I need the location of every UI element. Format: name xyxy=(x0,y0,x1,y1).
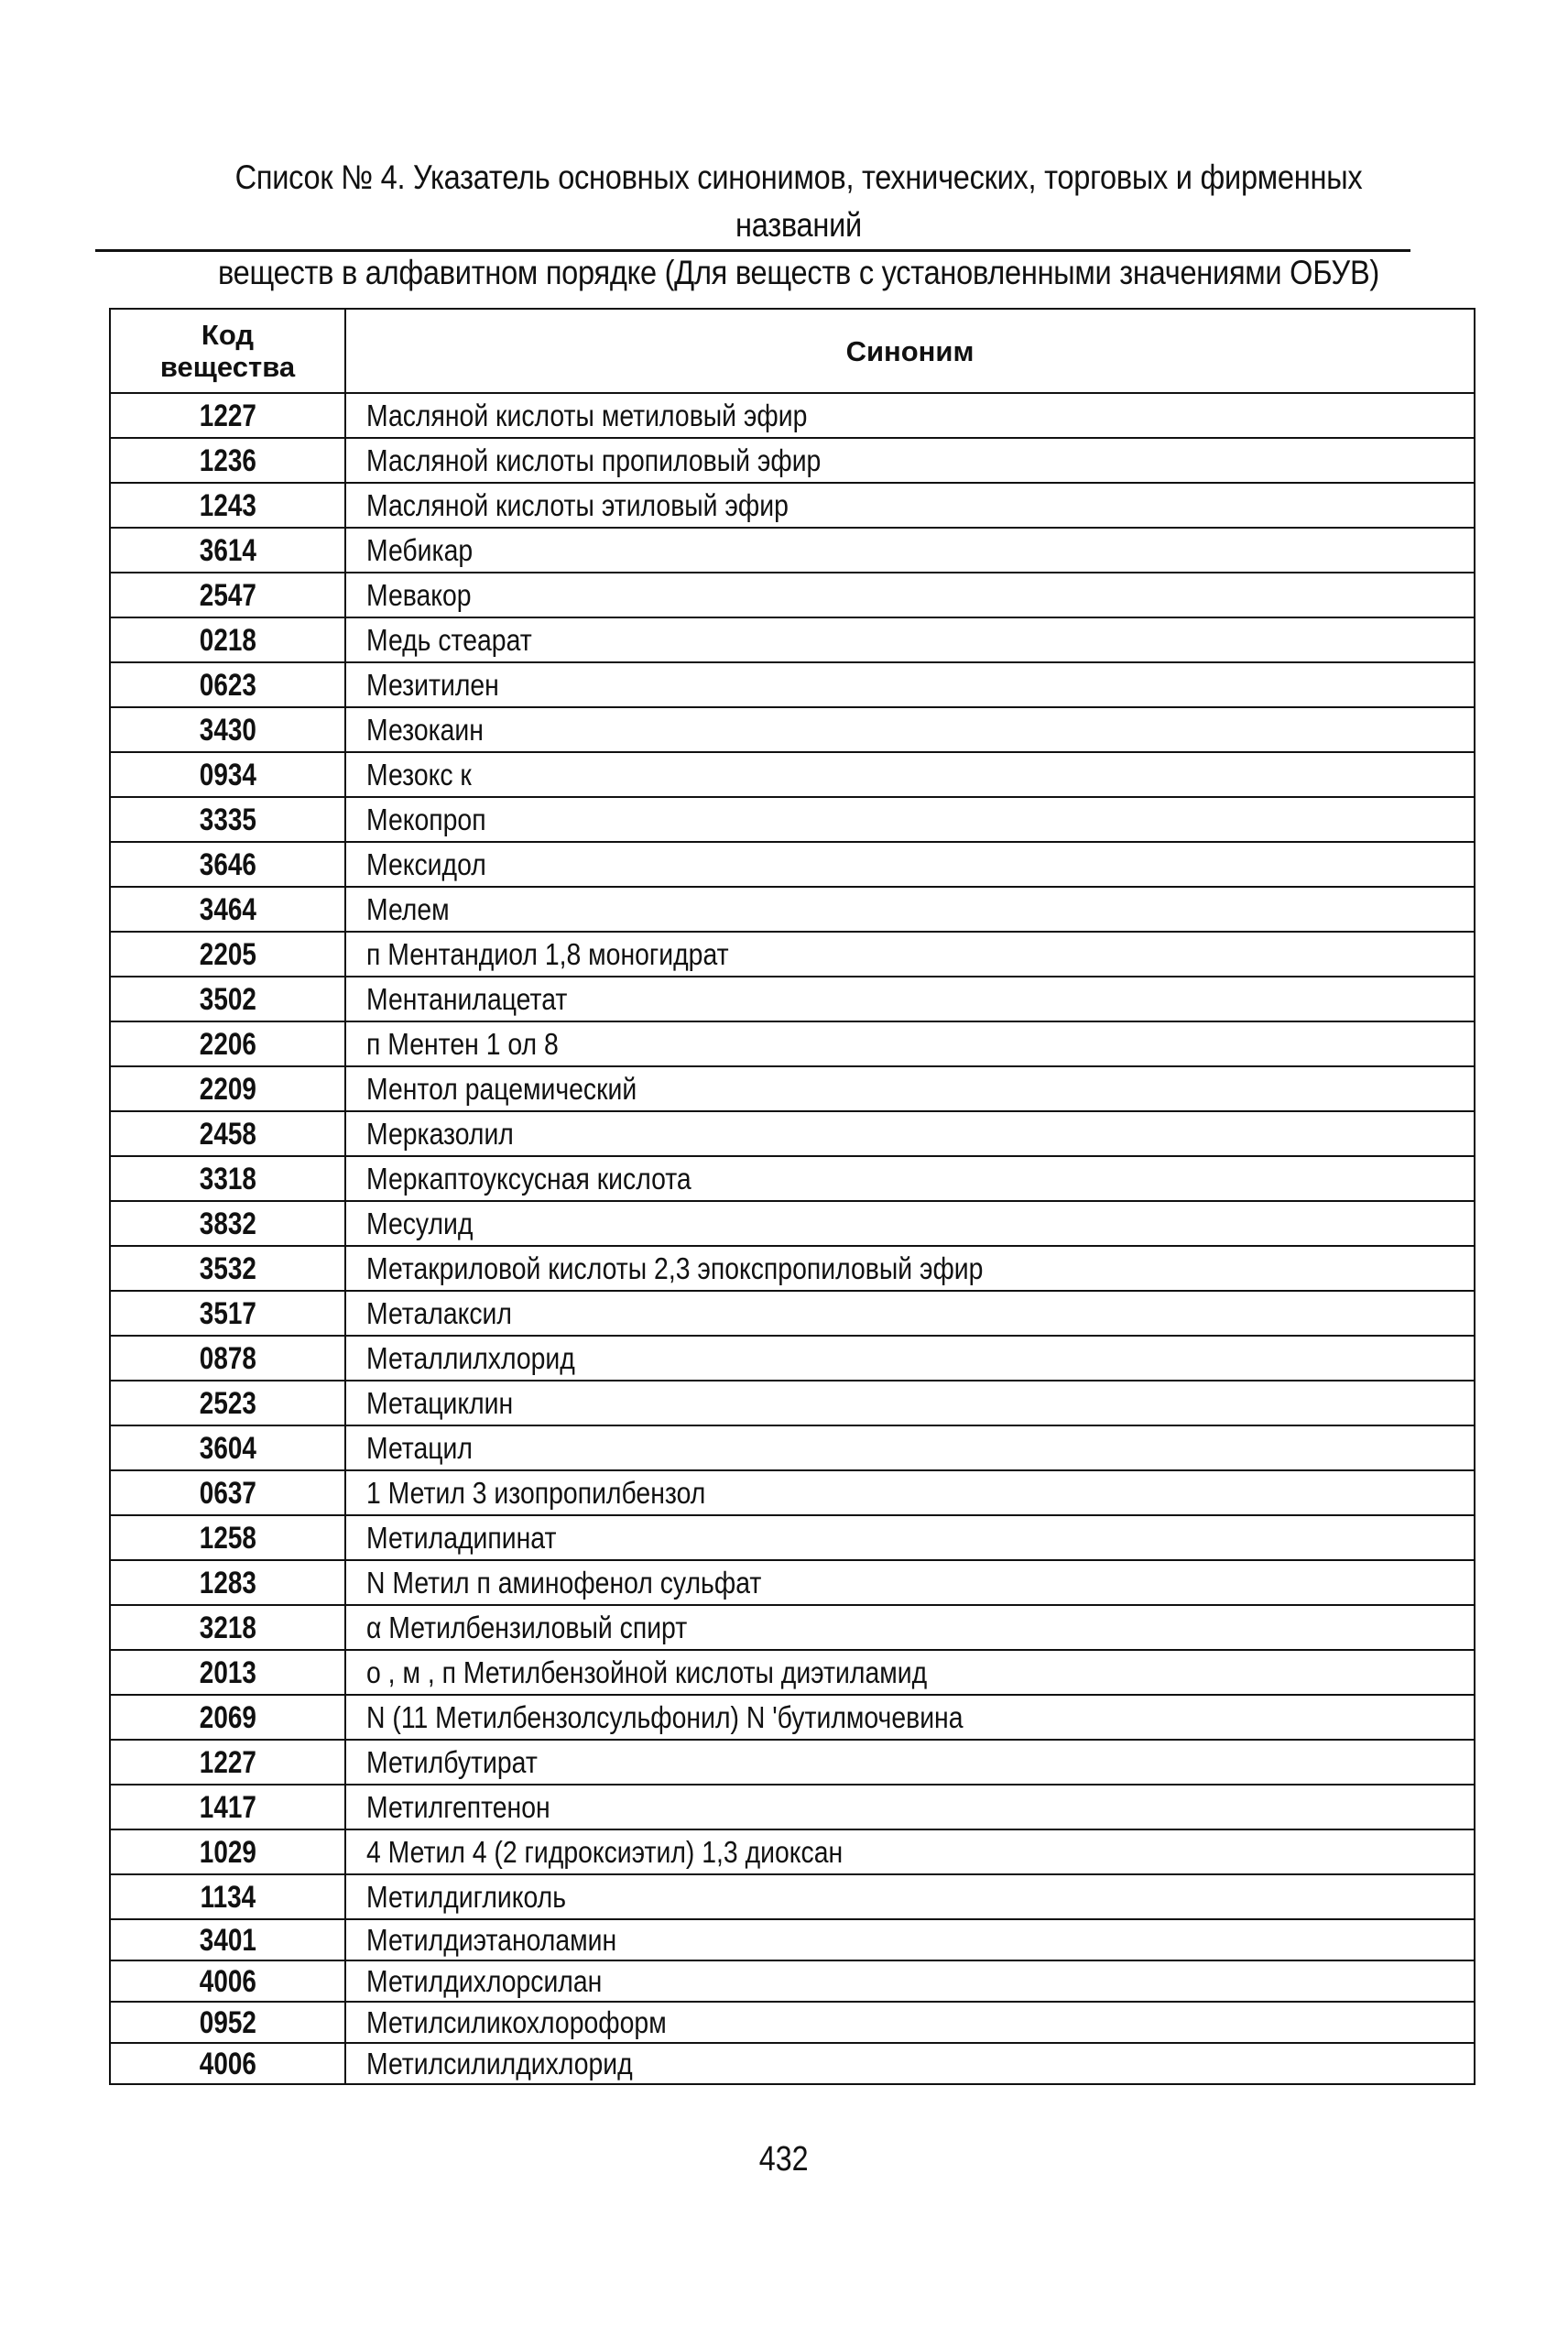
synonym-text: Метиладипинат xyxy=(366,1520,557,1555)
table-row xyxy=(110,1246,1475,1291)
table-row xyxy=(110,1291,1475,1336)
substance-code: 1417 xyxy=(199,1789,256,1825)
synonym-text: Масляной кислоты этиловый эфир xyxy=(366,487,789,522)
table-row xyxy=(110,2002,1475,2043)
table-row xyxy=(110,393,1475,438)
substance-code-cell xyxy=(110,2043,345,2084)
substance-code: 0952 xyxy=(199,2004,256,2040)
substance-code-cell xyxy=(110,1560,345,1605)
synonym-text: Метилдиэтаноламин xyxy=(366,1922,617,1957)
substance-code-cell xyxy=(110,1246,345,1291)
substance-code: 1283 xyxy=(199,1565,256,1600)
synonym-text: Метакриловой кислоты 2,3 эпокспропиловый эфир xyxy=(366,1250,984,1285)
table-row xyxy=(110,1740,1475,1785)
synonym-cell xyxy=(345,1021,1475,1066)
synonym-text: 1 Метил 3 изопропилбензол xyxy=(366,1475,706,1510)
table-row xyxy=(110,2043,1475,2084)
substance-code: 2205 xyxy=(199,936,256,972)
synonym-cell xyxy=(345,617,1475,662)
substance-code: 1258 xyxy=(199,1520,256,1556)
synonym-text: α Метилбензиловый спирт xyxy=(366,1610,688,1644)
table-row xyxy=(110,662,1475,707)
substance-code-cell xyxy=(110,977,345,1021)
substance-code: 3604 xyxy=(199,1430,256,1466)
substance-code: 3614 xyxy=(199,532,256,568)
substance-code-cell xyxy=(110,797,345,842)
synonym-cell xyxy=(345,1785,1475,1829)
synonym-text: о , м , п Метилбензойной кислоты диэтиламид xyxy=(366,1654,928,1689)
substance-code-cell xyxy=(110,1829,345,1874)
header-code-line-2: вещества xyxy=(159,351,296,383)
substance-code: 1243 xyxy=(199,487,256,523)
substance-code-cell xyxy=(110,707,345,752)
synonym-cell xyxy=(345,1201,1475,1246)
synonym-text: Мекопроп xyxy=(366,802,486,836)
substance-code: 2013 xyxy=(199,1654,256,1690)
substance-code-cell xyxy=(110,1605,345,1650)
substance-code-cell xyxy=(110,528,345,573)
synonym-cell xyxy=(345,887,1475,932)
substance-code-cell xyxy=(110,438,345,483)
table-row xyxy=(110,1785,1475,1829)
synonym-cell xyxy=(345,1336,1475,1381)
substance-code-cell xyxy=(110,1874,345,1919)
substance-code: 3646 xyxy=(199,846,256,882)
synonym-cell xyxy=(345,2043,1475,2084)
substance-code: 3401 xyxy=(199,1922,256,1958)
table-row xyxy=(110,1201,1475,1246)
substance-code: 3832 xyxy=(199,1206,256,1241)
substance-code: 3532 xyxy=(199,1250,256,1286)
table-row xyxy=(110,1560,1475,1605)
synonym-cell xyxy=(345,1695,1475,1740)
synonym-cell xyxy=(345,1111,1475,1156)
table-row xyxy=(110,1605,1475,1650)
synonym-cell xyxy=(345,1919,1475,1960)
table-row xyxy=(110,483,1475,528)
synonym-text: Метилдихлорсилан xyxy=(366,1963,603,1998)
table-row xyxy=(110,752,1475,797)
substance-code-cell xyxy=(110,842,345,887)
synonym-cell xyxy=(345,932,1475,977)
substance-code-cell xyxy=(110,1650,345,1695)
substance-code-cell xyxy=(110,1919,345,1960)
table-row xyxy=(110,1919,1475,1960)
synonym-text: 4 Метил 4 (2 гидроксиэтил) 1,3 диоксан xyxy=(366,1834,844,1869)
synonym-text: Ментол рацемический xyxy=(366,1071,637,1106)
synonym-cell xyxy=(345,662,1475,707)
synonym-cell xyxy=(345,707,1475,752)
substance-code-cell xyxy=(110,1381,345,1425)
synonym-cell xyxy=(345,1066,1475,1111)
synonym-text: Метилсиликохлороформ xyxy=(366,2004,667,2039)
substance-code: 2458 xyxy=(199,1116,256,1152)
synonym-text: Ментанилацетат xyxy=(366,981,568,1016)
synonym-cell xyxy=(345,977,1475,1021)
table-row xyxy=(110,887,1475,932)
synonym-text: Мезитилен xyxy=(366,667,499,702)
substance-code: 0878 xyxy=(199,1340,256,1376)
substance-code-cell xyxy=(110,1425,345,1470)
synonym-text: Метилдигликоль xyxy=(366,1879,567,1914)
substance-code-cell xyxy=(110,1960,345,2002)
synonym-text: N (11 Метилбензолсульфонил) N 'бутилмочевина xyxy=(366,1699,964,1734)
table-row xyxy=(110,977,1475,1021)
synonym-cell xyxy=(345,393,1475,438)
synonym-table xyxy=(109,308,1475,2085)
substance-code: 1236 xyxy=(199,442,256,478)
substance-code: 0934 xyxy=(199,757,256,792)
substance-code: 0637 xyxy=(199,1475,256,1511)
table-row xyxy=(110,1021,1475,1066)
synonym-cell xyxy=(345,1381,1475,1425)
synonym-text: Мерказолил xyxy=(366,1116,514,1151)
substance-code: 1227 xyxy=(199,398,256,433)
substance-code-cell xyxy=(110,393,345,438)
synonym-text: п Ментандиол 1,8 моногидрат xyxy=(366,936,729,971)
substance-code: 3502 xyxy=(199,981,256,1017)
table-row xyxy=(110,1381,1475,1425)
synonym-cell xyxy=(345,1650,1475,1695)
list-heading-line-1: Список № 4. Указатель основных синонимов, технических, торговых и фирменных названий xyxy=(234,158,1363,244)
table-row xyxy=(110,617,1475,662)
substance-code-cell xyxy=(110,752,345,797)
synonym-text: Мевакор xyxy=(366,577,472,612)
substance-code: 2069 xyxy=(199,1699,256,1735)
table-row xyxy=(110,1960,1475,2002)
synonym-text: Меркаптоуксусная кислота xyxy=(366,1161,691,1196)
substance-code: 3335 xyxy=(199,802,256,837)
synonym-text: п Ментен 1 ол 8 xyxy=(366,1026,559,1061)
synonym-text: Месулид xyxy=(366,1206,474,1240)
table-row xyxy=(110,1156,1475,1201)
synonym-cell xyxy=(345,1425,1475,1470)
list-heading xyxy=(180,154,1418,297)
header-synonym: Синоним xyxy=(345,309,1475,393)
substance-code: 3430 xyxy=(199,712,256,748)
table-row xyxy=(110,1874,1475,1919)
table-row xyxy=(110,438,1475,483)
synonym-cell xyxy=(345,1515,1475,1560)
substance-code: 2547 xyxy=(199,577,256,613)
synonym-text: Масляной кислоты пропиловый эфир xyxy=(366,442,822,477)
list-heading-line-2: веществ в алфавитном порядке (Для веществ с установленными значениями ОБУВ) xyxy=(217,254,1380,291)
synonym-cell xyxy=(345,842,1475,887)
substance-code-cell xyxy=(110,1201,345,1246)
table-row xyxy=(110,573,1475,617)
synonym-cell xyxy=(345,438,1475,483)
synonym-text: Металаксил xyxy=(366,1295,512,1330)
synonym-cell xyxy=(345,1829,1475,1874)
table-body xyxy=(110,393,1475,2084)
synonym-text: Мезокс к xyxy=(366,757,472,792)
table-row xyxy=(110,1650,1475,1695)
substance-code-cell xyxy=(110,887,345,932)
synonym-text: N Метил п аминофенол сульфат xyxy=(366,1565,762,1600)
substance-code: 3464 xyxy=(199,891,256,927)
table-row xyxy=(110,528,1475,573)
substance-code-cell xyxy=(110,1066,345,1111)
table-row xyxy=(110,842,1475,887)
synonym-text: Мексидол xyxy=(366,846,486,881)
synonym-text: Металлилхлорид xyxy=(366,1340,575,1375)
substance-code-cell xyxy=(110,1111,345,1156)
page-number xyxy=(0,2138,1568,2180)
synonym-cell xyxy=(345,797,1475,842)
substance-code-cell xyxy=(110,1785,345,1829)
table-header-row xyxy=(110,309,1475,393)
substance-code-cell xyxy=(110,1021,345,1066)
synonym-cell xyxy=(345,1560,1475,1605)
synonym-cell xyxy=(345,573,1475,617)
substance-code: 2206 xyxy=(199,1026,256,1062)
substance-code-cell xyxy=(110,483,345,528)
synonym-cell xyxy=(345,1874,1475,1919)
synonym-cell xyxy=(345,1960,1475,2002)
substance-code: 4006 xyxy=(199,1963,256,1999)
synonym-cell xyxy=(345,483,1475,528)
synonym-cell xyxy=(345,752,1475,797)
synonym-text: Метациклин xyxy=(366,1385,514,1420)
substance-code-cell xyxy=(110,573,345,617)
substance-code: 1029 xyxy=(199,1834,256,1870)
substance-code: 1134 xyxy=(200,1879,256,1915)
synonym-cell xyxy=(345,1156,1475,1201)
table-row xyxy=(110,1470,1475,1515)
table-row xyxy=(110,1695,1475,1740)
substance-code: 4006 xyxy=(199,2046,256,2081)
table-row xyxy=(110,797,1475,842)
synonym-text: Мезокаин xyxy=(366,712,484,747)
table-row xyxy=(110,1829,1475,1874)
page-number-text: 432 xyxy=(759,2140,809,2179)
synonym-text: Мелем xyxy=(366,891,450,926)
substance-code-cell xyxy=(110,662,345,707)
synonym-text: Мебикар xyxy=(366,532,474,567)
substance-code-cell xyxy=(110,1515,345,1560)
substance-code-cell xyxy=(110,2002,345,2043)
synonym-cell xyxy=(345,1291,1475,1336)
substance-code: 3517 xyxy=(199,1295,256,1331)
substance-code: 2209 xyxy=(199,1071,256,1107)
synonym-text: Метилсилилдихлорид xyxy=(366,2046,633,2080)
table-row xyxy=(110,707,1475,752)
synonym-text: Медь стеарат xyxy=(366,622,532,657)
synonym-text: Метилгептенон xyxy=(366,1789,550,1824)
table-row xyxy=(110,1066,1475,1111)
table-row xyxy=(110,1425,1475,1470)
substance-code: 0623 xyxy=(199,667,256,703)
table-row xyxy=(110,1515,1475,1560)
synonym-text: Метилбутират xyxy=(366,1744,538,1779)
synonym-cell xyxy=(345,1740,1475,1785)
synonym-cell xyxy=(345,2002,1475,2043)
substance-code-cell xyxy=(110,1740,345,1785)
synonym-text: Масляной кислоты метиловый эфир xyxy=(366,398,808,432)
table-row xyxy=(110,1111,1475,1156)
substance-code: 1227 xyxy=(199,1744,256,1780)
substance-code: 0218 xyxy=(199,622,256,658)
substance-code-cell xyxy=(110,1291,345,1336)
header-code-line-1: Код xyxy=(201,319,255,351)
table-row xyxy=(110,932,1475,977)
substance-code-cell xyxy=(110,1470,345,1515)
substance-code-cell xyxy=(110,617,345,662)
substance-code-cell xyxy=(110,1156,345,1201)
substance-code-cell xyxy=(110,1336,345,1381)
substance-code: 3218 xyxy=(199,1610,256,1645)
header-code xyxy=(110,309,345,393)
synonym-cell xyxy=(345,528,1475,573)
synonym-cell xyxy=(345,1605,1475,1650)
synonym-text: Метацил xyxy=(366,1430,473,1465)
substance-code: 3318 xyxy=(199,1161,256,1196)
substance-code-cell xyxy=(110,932,345,977)
table-row xyxy=(110,1336,1475,1381)
synonym-cell xyxy=(345,1246,1475,1291)
substance-code: 2523 xyxy=(199,1385,256,1421)
synonym-cell xyxy=(345,1470,1475,1515)
heading-underline xyxy=(95,249,1410,252)
substance-code-cell xyxy=(110,1695,345,1740)
